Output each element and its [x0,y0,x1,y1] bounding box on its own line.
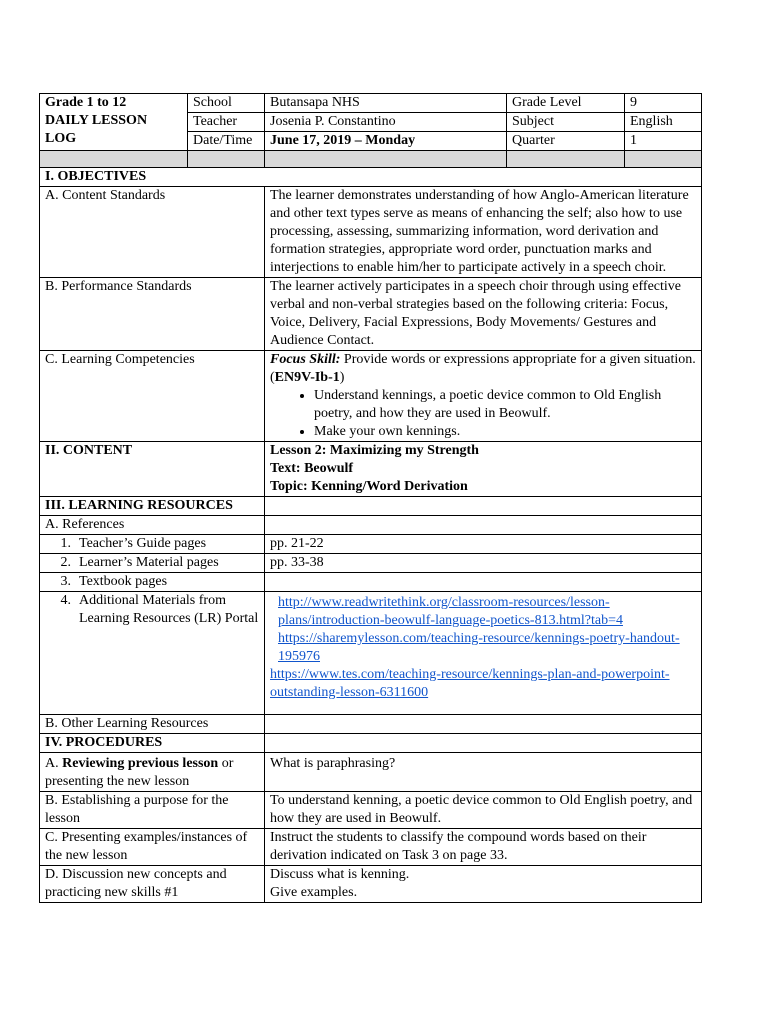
subject-value: English [625,113,702,132]
list-item: • Make your own kennings. [314,423,697,441]
list-item: • Understand kennings, a poetic device common to Old English poetry, and how they are used in Beowulf. [314,387,697,423]
daily-lesson-log [39,93,701,903]
performance-standards-row [40,278,702,351]
quarter-label: Quarter [507,132,625,151]
procedure-a-value: What is paraphrasing? [265,753,702,792]
procedure-row-b [40,792,702,829]
content-standards-row [40,187,702,278]
reference-value [265,573,702,592]
school-label: School [188,94,265,113]
procedures-heading-row [40,734,702,753]
reference-value: pp. 21-22 [265,535,702,554]
teacher-value: Josenia P. Constantino [265,113,507,132]
table-row: 1. Teacher’s Guide pages pp. 21-22 [40,535,702,554]
date-value: June 17, 2019 – Monday [265,132,507,151]
log-title: Grade 1 to 12 DAILY LESSON LOG [40,94,188,151]
learning-competencies-label: C. Learning Competencies [40,351,265,442]
additional-materials-links [265,592,702,715]
grade-level-value: 9 [625,94,702,113]
quarter-value: 1 [625,132,702,151]
references-row [40,516,702,535]
header-row-1 [40,94,702,113]
references-label: A. References [40,516,265,535]
reference-value: pp. 33-38 [265,554,702,573]
grade-level-label: Grade Level [507,94,625,113]
content-row [40,442,702,497]
other-resources-label: B. Other Learning Resources [40,715,265,734]
school-value: Butansapa NHS [265,94,507,113]
procedure-a-label: A. Reviewing previous lesson or presenting the new lesson [40,753,265,792]
procedure-c-value: Instruct the students to classify the compound words based on their derivation indicated on Task 3 on page 33. [265,829,702,866]
lesson-title: Lesson 2: Maximizing my Strength [270,443,479,458]
procedure-row-d [40,866,702,903]
procedure-row-c [40,829,702,866]
table-row: 3. Textbook pages [40,573,702,592]
reference-label: Learner’s Material pages [79,555,219,570]
performance-standards-text: The learner actively participates in a speech choir through using effective verbal and non-verbal strategies based on the following criteria: Focus, Voice, Delivery, Facial Expressions, Body Movements/ Gestures and Audience Contact. [265,278,702,351]
content-heading: II. CONTENT [40,442,265,497]
objectives-heading-row [40,168,702,187]
table-row: 2. Learner’s Material pages pp. 33-38 [40,554,702,573]
resources-heading: III. LEARNING RESOURCES [40,497,265,516]
lesson-topic: Topic: Kenning/Word Derivation [270,479,468,494]
performance-standards-label: B. Performance Standards [40,278,265,351]
resources-heading-row [40,497,702,516]
resource-link[interactable]: https://sharemylesson.com/teaching-resource/kennings-poetry-handout-195976 [278,631,680,664]
lesson-log-table [39,93,702,903]
procedure-b-label: B. Establishing a purpose for the lesson [40,792,265,829]
reference-label: Additional Materials from Learning Resources (LR) Portal [79,593,259,626]
content-details [265,442,702,497]
focus-skill-code: EN9V-Ib-1 [274,370,340,385]
procedure-d-label: D. Discussion new concepts and practicing new skills #1 [40,866,265,903]
competency-bullets [270,387,697,441]
learning-competencies-row [40,351,702,442]
teacher-label: Teacher [188,113,265,132]
other-resources-row [40,715,702,734]
resource-link[interactable]: http://www.readwritethink.org/classroom-resources/lesson-plans/introduction-beowulf-language-poetics-813.html?tab=4 [278,595,623,628]
focus-skill-label: Focus Skill: [270,352,341,367]
lesson-text: Text: Beowulf [270,461,354,476]
date-label: Date/Time [188,132,265,151]
shaded-divider [40,151,702,168]
procedure-b-value: To understand kenning, a poetic device common to Old English poetry, and how they are used in Beowulf. [265,792,702,829]
procedure-row-a [40,753,702,792]
learning-competencies-text: Focus Skill: Provide words or expressions appropriate for a given situation. (EN9V-Ib-1) • Understand kennings, a poetic device common to Old English poetry, and how they are used in Beowulf. • Make your own kennings. [265,351,702,442]
procedure-d-value: Discuss what is kenning. Give examples. [265,866,702,903]
focus-skill-text: Provide words or expressions appropriate for a given situation. ( [270,352,696,385]
resource-link[interactable]: https://www.tes.com/teaching-resource/kennings-plan-and-powerpoint-outstanding-lesson-6311600 [270,667,670,700]
content-standards-text: The learner demonstrates understanding of how Anglo-American literature and other text types serve as means of enhancing the self; also how to use processing, assessing, summarizing information, word derivation and formation strategies, appropriate word order, punctuation marks and interjections to enable him/her to participate actively in a speech choir. [265,187,702,278]
procedure-c-label: C. Presenting examples/instances of the new lesson [40,829,265,866]
content-standards-label: A. Content Standards [40,187,265,278]
reference-label: Textbook pages [79,574,168,589]
procedures-heading: IV. PROCEDURES [40,734,265,753]
subject-label: Subject [507,113,625,132]
table-row: 4. Additional Materials from Learning Resources (LR) Portal http://www.readwritethink.org/classroom-resources/lesson-plans/introduction-beowulf-language-poetics-813.html?tab=4 https://sharemylesson.com/teaching-resource/kennings-poetry-handout-195976 https://www.tes.com/teaching-resource/kennings-plan-and-powerpoint-outstanding-lesson-6311600 [40,592,702,715]
objectives-heading: I. OBJECTIVES [40,168,702,187]
reference-label: Teacher’s Guide pages [79,536,207,551]
